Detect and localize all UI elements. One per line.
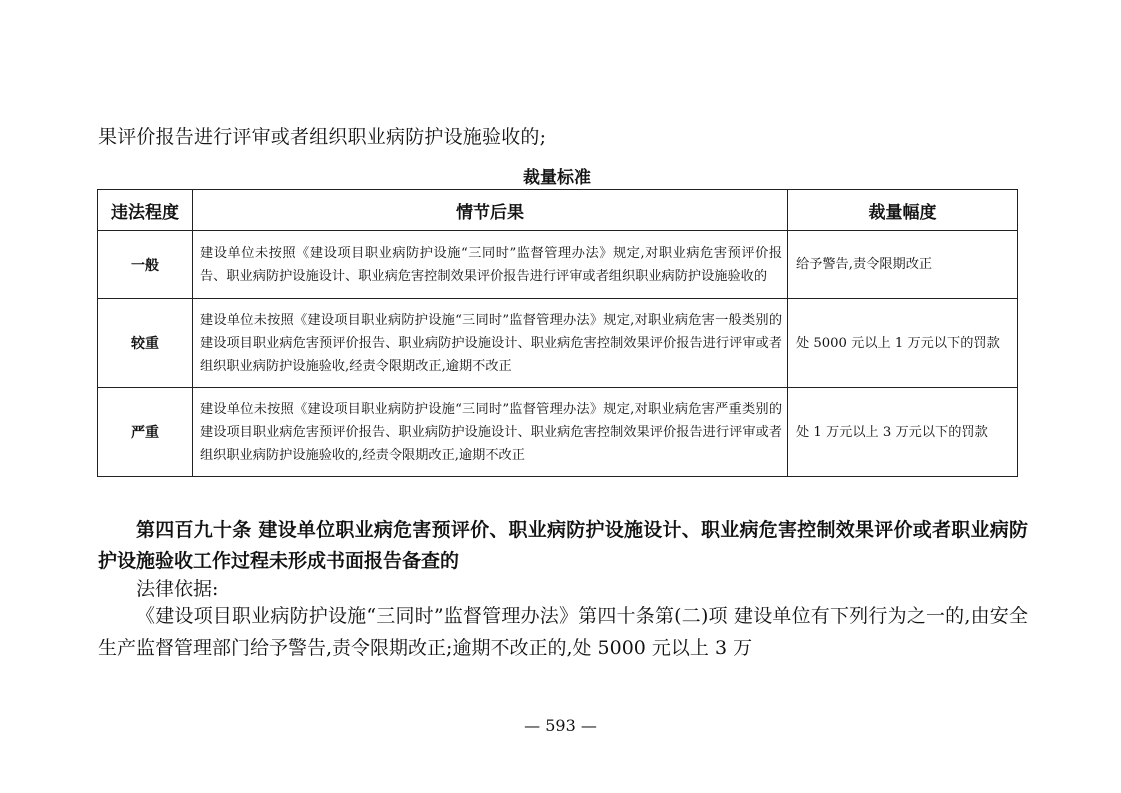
detail-cell: 建设单位未按照《建设项目职业病防护设施“三同时”监督管理办法》规定,对职业病危害预评价报告、职业病防护设施设计、职业病危害控制效果评价报告进行评审或者组织职业病防护设施验收的 xyxy=(193,231,788,299)
intro-line: 果评价报告进行评审或者组织职业病防护设施验收的; xyxy=(98,126,547,148)
level-cell: 一般 xyxy=(98,231,193,299)
header-detail: 情节后果 xyxy=(193,190,788,231)
amount-cell: 处 5000 元以上 1 万元以下的罚款 xyxy=(788,299,1018,388)
table-title: 裁量标准 xyxy=(523,168,591,188)
law-text: 《建设项目职业病防护设施“三同时”监督管理办法》第四十条第(二)项 建设单位有下列行为之一的,由安全生产监督管理部门给予警告,责令限期改正;逾期不改正的,处 5000 元以上 3 万 xyxy=(98,605,1028,659)
table-row xyxy=(98,388,1018,477)
table-header-row xyxy=(98,190,1018,231)
header-level: 违法程度 xyxy=(98,190,193,231)
table-row xyxy=(98,299,1018,388)
level-cell: 严重 xyxy=(98,388,193,477)
page-number: — 593 — xyxy=(524,716,597,735)
level-cell: 较重 xyxy=(98,299,193,388)
legal-basis-label: 法律依据: xyxy=(136,578,219,600)
amount-cell: 给予警告,责令限期改正 xyxy=(788,231,1018,299)
table-row xyxy=(98,231,1018,299)
header-amount: 裁量幅度 xyxy=(788,190,1018,231)
detail-cell: 建设单位未按照《建设项目职业病防护设施“三同时”监督管理办法》规定,对职业病危害一般类别的建设项目职业病危害预评价报告、职业病防护设施设计、职业病危害控制效果评价报告进行评审或者组织职业病防护设施验收,经责令限期改正,逾期不改正 xyxy=(193,299,788,388)
standards-table xyxy=(97,189,1018,477)
amount-cell: 处 1 万元以上 3 万元以下的罚款 xyxy=(788,388,1018,477)
article-heading: 第四百九十条 建设单位职业病危害预评价、职业病防护设施设计、职业病危害控制效果评价或者职业病防护设施验收工作过程未形成书面报告备查的 xyxy=(98,519,1028,572)
detail-cell: 建设单位未按照《建设项目职业病防护设施“三同时”监督管理办法》规定,对职业病危害严重类别的建设项目职业病危害预评价报告、职业病防护设施设计、职业病危害控制效果评价报告进行评审或者组织职业病防护设施验收的,经责令限期改正,逾期不改正 xyxy=(193,388,788,477)
